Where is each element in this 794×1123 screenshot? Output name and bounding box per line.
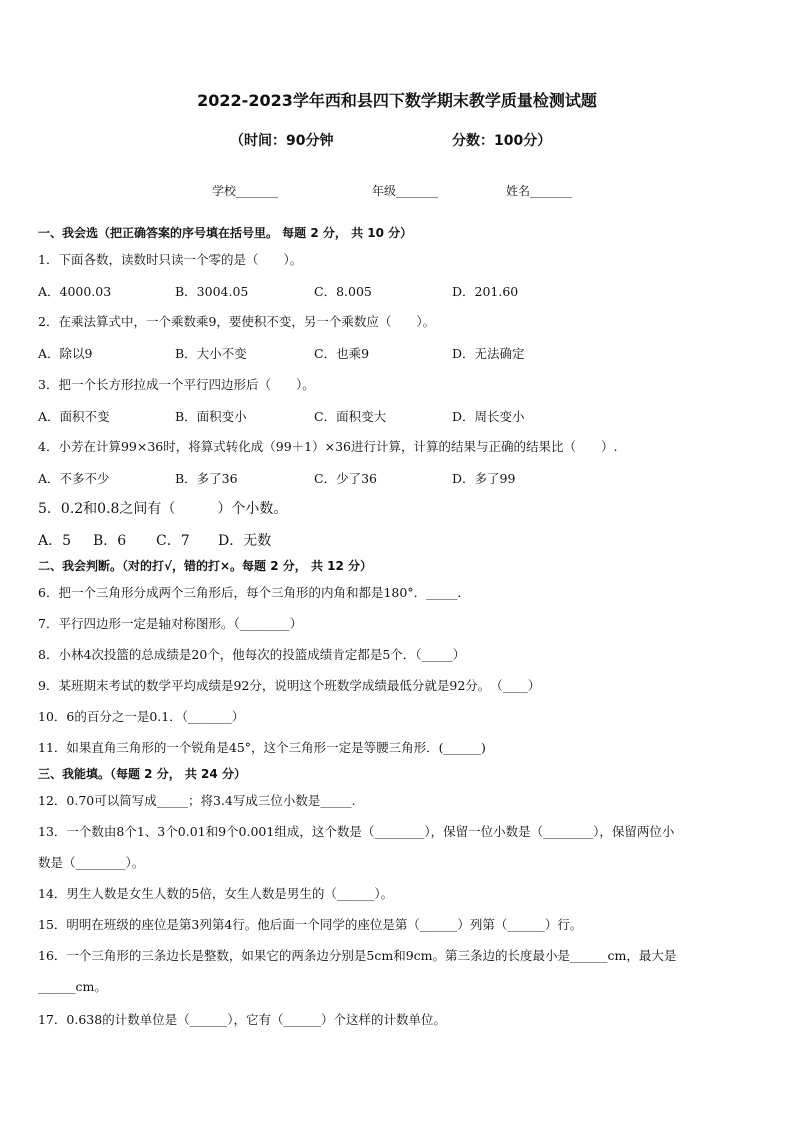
option-d: D．无法确定 xyxy=(452,346,525,361)
section-2-heading: 二、我会判断。（对的打√，错的打×。每题 2 分， 共 12 分） xyxy=(38,559,372,573)
question-16: 16．一个三角形的三条边长是整数，如果它的两条边分别是5cm和9cm。第三条边的长度最小是______cm，最大是 xyxy=(38,948,677,963)
question-3: 3．把一个长方形拉成一个平行四边形后（ ）。 xyxy=(38,377,315,392)
exam-time: （时间：90分钟 xyxy=(230,133,334,149)
question-13: 13．一个数由8个1、3个0.01和9个0.001组成，这个数是（________），保留一位小数是（________），保留两位小 xyxy=(38,824,675,839)
option-a: A．5 xyxy=(38,533,72,549)
grade-field: 年级_______ xyxy=(372,184,439,198)
option-b: B．大小不变 xyxy=(175,346,247,361)
option-a: A．4000.03 xyxy=(38,284,112,299)
option-a: A．除以9 xyxy=(38,346,93,361)
option-d: D．无数 xyxy=(218,533,272,549)
question-17: 17．0.638的计数单位是（______），它有（______）个这样的计数单位。 xyxy=(38,1012,446,1027)
exam-score: 分数：100分） xyxy=(452,133,552,149)
question-6: 6．把一个三角形分成两个三角形后，每个三角形的内角和都是180°．_____． xyxy=(38,585,470,600)
school-field: 学校_______ xyxy=(212,184,279,198)
question-13-continued: 数是（________）。 xyxy=(38,855,145,870)
question-9: 9．某班期末考试的数学平均成绩是92分，说明这个班数学成绩最低分就是92分。 （____） xyxy=(38,678,541,693)
name-field: 姓名_______ xyxy=(506,184,573,198)
question-8: 8．小林4次投篮的总成绩是20个，他每次的投篮成绩肯定都是5个．（_____） xyxy=(38,647,466,662)
question-7: 7．平行四边形一定是轴对称图形。（________） xyxy=(38,616,303,631)
question-2: 2．在乘法算式中，一个乘数乘9，要使积不变，另一个乘数应（ ）。 xyxy=(38,314,436,329)
section-3-heading: 三、我能填。（每题 2 分， 共 24 分） xyxy=(38,767,246,781)
question-15: 15．明明在班级的座位是第3列第4行。他后面一个同学的座位是第（______）列第（______）行。 xyxy=(38,917,583,932)
option-c: C．7 xyxy=(156,533,190,549)
option-c: C．少了36 xyxy=(314,471,377,486)
question-12: 12．0.70可以简写成_____；将3.4写成三位小数是_____. xyxy=(38,793,356,808)
question-10: 10．6的百分之一是0.1．（_______） xyxy=(38,709,245,724)
question-5: 5．0.2和0.8之间有（ ）个小数。 xyxy=(38,501,288,517)
question-1: 1．下面各数，读数时只读一个零的是（ ）。 xyxy=(38,252,303,267)
question-14: 14．男生人数是女生人数的5倍，女生人数是男生的（______）。 xyxy=(38,886,394,901)
option-a: A．面积不变 xyxy=(38,409,110,424)
option-d: D．多了99 xyxy=(452,471,516,486)
page-title: 2022-2023学年西和县四下数学期末教学质量检测试题 xyxy=(197,91,597,110)
option-d: D．201.60 xyxy=(452,284,519,299)
option-b: B．面积变小 xyxy=(175,409,247,424)
question-4: 4．小芳在计算99×36时，将算式转化成（99＋1）×36进行计算，计算的结果与正确的结果比（ ）. xyxy=(38,439,618,454)
option-a: A．不多不少 xyxy=(38,471,110,486)
option-b: B．多了36 xyxy=(175,471,238,486)
option-c: C．也乘9 xyxy=(314,346,370,361)
option-d: D．周长变小 xyxy=(452,409,525,424)
option-b: B．3004.05 xyxy=(175,284,249,299)
option-c: C．8.005 xyxy=(314,284,372,299)
question-11: 11．如果直角三角形的一个锐角是45°，这个三角形一定是等腰三角形．(______) xyxy=(38,740,486,755)
question-16-continued: ______cm。 xyxy=(38,979,107,994)
option-b: B．6 xyxy=(93,533,127,549)
section-1-heading: 一、我会选（把正确答案的序号填在括号里。 每题 2 分， 共 10 分） xyxy=(38,226,413,240)
option-c: C．面积变大 xyxy=(314,409,387,424)
